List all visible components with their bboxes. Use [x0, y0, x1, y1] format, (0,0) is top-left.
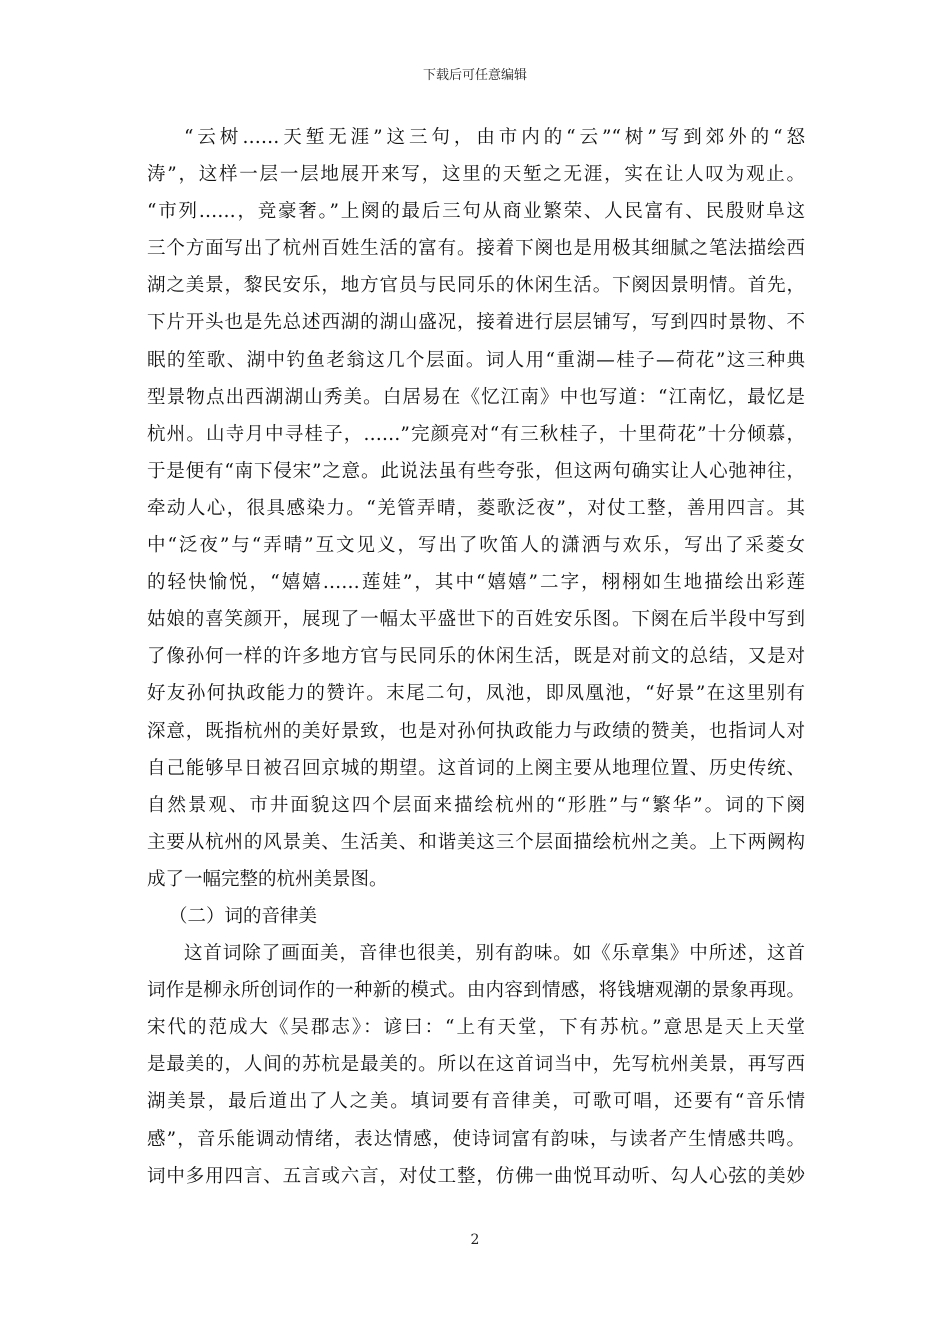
- text-line: 成了一幅完整的杭州美景图。: [147, 868, 388, 890]
- text-line: “市列……，竞豪奢。”上阕的最后三句从商业繁荣、人民富有、民殷财阜这: [147, 201, 805, 223]
- text-line: 自然景观、市井面貌这四个层面来描绘杭州的“形胜”与“繁华”。词的下阕: [147, 794, 805, 816]
- text-line: 词中多用四言、五言或六言，对仗工整，仿佛一曲悦耳动听、勾人心弦的美妙: [147, 1165, 805, 1187]
- text-line: 自己能够早日被召回京城的期望。这首词的上阕主要从地理位置、历史传统、: [147, 757, 805, 779]
- text-line: 牵动人心，很具感染力。“羌管弄晴，菱歌泛夜”，对仗工整，善用四言。其: [147, 497, 805, 519]
- text-line: 眠的笙歌、湖中钓鱼老翁这几个层面。词人用“重湖—桂子—荷花”这三种典: [147, 349, 805, 371]
- text-line: 的轻快愉悦，“嬉嬉……莲娃”，其中“嬉嬉”二字，栩栩如生地描绘出彩莲: [147, 572, 805, 594]
- text-line: 是最美的，人间的苏杭是最美的。所以在这首词当中，先写杭州美景，再写西: [147, 1054, 805, 1076]
- text-line: 深意，既指杭州的美好景致，也是对孙何执政能力与政绩的赞美，也指词人对: [147, 720, 805, 742]
- page-number: 2: [470, 1232, 480, 1248]
- text-line: 好友孙何执政能力的赞许。末尾二句，凤池，即凤凰池，“好景”在这里别有: [147, 683, 805, 705]
- text-line: 三个方面写出了杭州百姓生活的富有。接着下阕也是用极其细腻之笔法描绘西: [147, 238, 805, 260]
- text-line: 感”，音乐能调动情绪，表达情感，使诗词富有韵味，与读者产生情感共鸣。: [147, 1128, 805, 1150]
- text-line: 这首词除了画面美，音律也很美，别有韵味。如《乐章集》中所述，这首: [184, 943, 805, 965]
- text-line: 词作是柳永所创词作的一种新的模式。由内容到情感，将钱塘观潮的景象再现。: [147, 980, 805, 1002]
- text-line: 杭州。山寺月中寻桂子，……”完颜亮对“有三秋桂子，十里荷花”十分倾慕，: [147, 423, 805, 445]
- document-body: [147, 119, 805, 1195]
- text-line: “云树……天堑无涯”这三句，由市内的“云”“树”写到郊外的“怒: [184, 127, 805, 148]
- text-line: 涛”，这样一层一层地展开来写，这里的天堑之无涯，实在让人叹为观止。: [147, 164, 805, 186]
- text-line: 湖美景，最后道出了人之美。填词要有音律美，可歌可唱，还要有“音乐情: [147, 1091, 805, 1113]
- text-line: 中“泛夜”与“弄晴”互文见义，写出了吹笛人的潇洒与欢乐，写出了采菱女: [147, 535, 805, 557]
- text-line: 了像孙何一样的许多地方官与民同乐的休闲生活，既是对前文的总结，又是对: [147, 646, 805, 668]
- text-line: 湖之美景，黎民安乐，地方官员与民同乐的休闲生活。下阕因景明情。首先，: [147, 275, 805, 297]
- paragraph-2: [147, 935, 805, 1195]
- text-line: 姑娘的喜笑颜开，展现了一幅太平盛世下的百姓安乐图。下阕在后半段中写到: [147, 609, 805, 631]
- text-line: 于是便有“南下侵宋”之意。此说法虽有些夸张，但这两句确实让人心弛神往，: [147, 460, 805, 482]
- paragraph-1: [147, 119, 805, 898]
- section-heading: （二）词的音律美: [169, 905, 318, 927]
- text-line: 主要从杭州的风景美、生活美、和谐美这三个层面描绘杭州之美。上下两阙构: [147, 831, 805, 853]
- page-header: 下载后可任意编辑: [422, 68, 527, 83]
- text-line: 型景物点出西湖湖山秀美。白居易在《忆江南》中也写道：“江南忆，最忆是: [147, 386, 805, 408]
- text-line: 下片开头也是先总述西湖的湖山盛况，接着进行层层铺写，写到四时景物、不: [147, 312, 805, 334]
- text-line: 宋代的范成大《吴郡志》：谚曰：“上有天堂，下有苏杭。”意思是天上天堂: [147, 1017, 805, 1039]
